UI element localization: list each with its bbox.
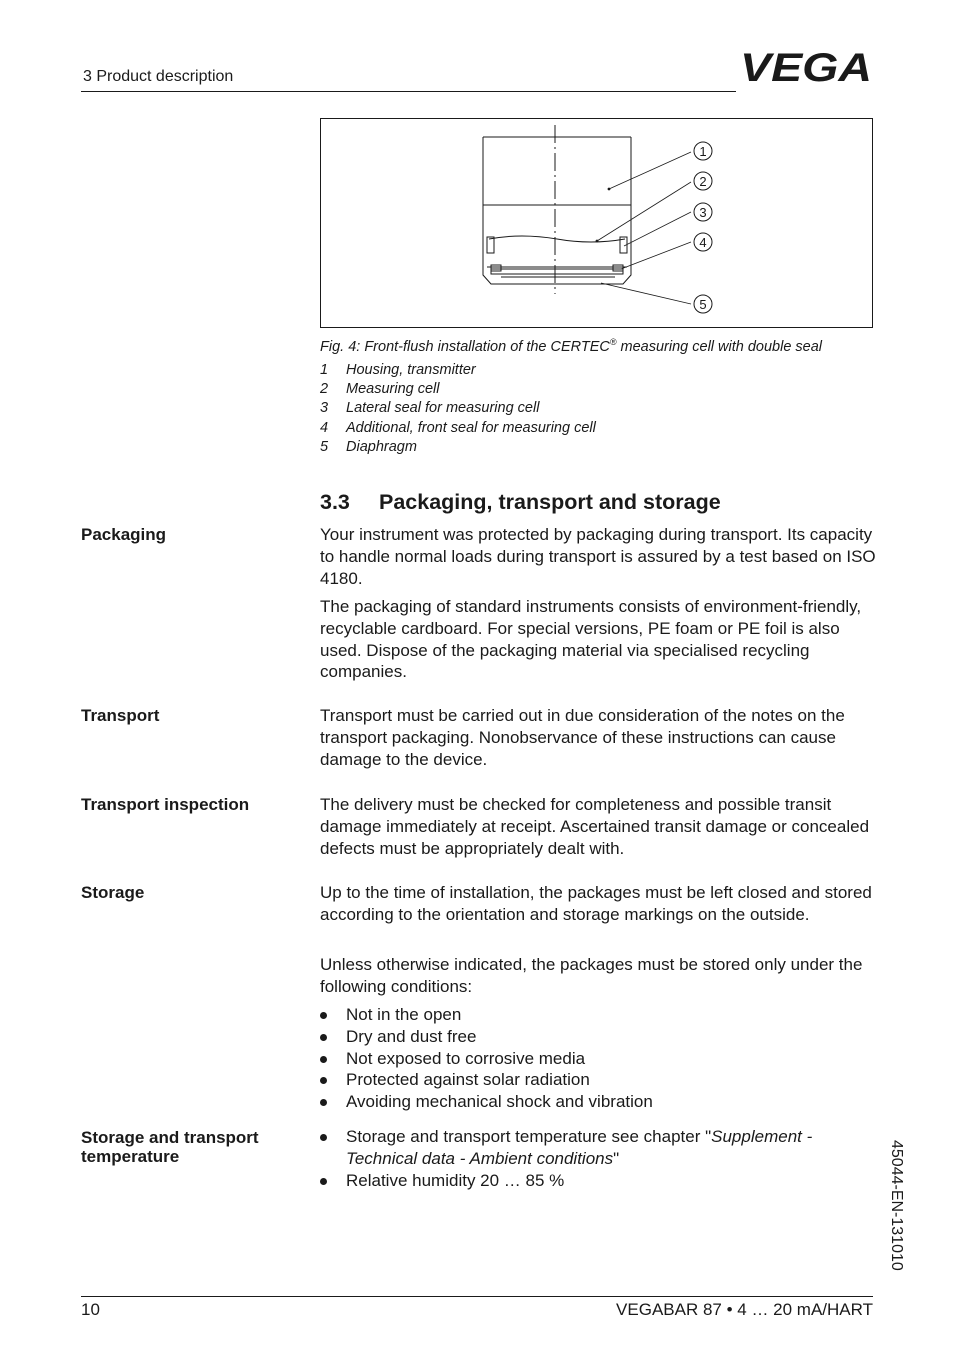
inspection-paragraph: The delivery must be checked for completeness and possible transit damage immediately at receipt. Ascertained transit damage or concealed defects must be appropriately dealt with. xyxy=(320,795,870,858)
list-item: Avoiding mechanical shock and vibration xyxy=(320,1091,653,1113)
figure-frame xyxy=(320,118,873,328)
inspection-label: Transport inspection xyxy=(81,795,250,814)
temperature-label: Storage and transport temperature xyxy=(81,1128,259,1166)
svg-text:VEGA: VEGA xyxy=(740,50,872,84)
figure-caption: Fig. 4: Front-flush installation of the CERTEC® measuring cell with double seal xyxy=(320,337,823,355)
legend-item: 3 Lateral seal for measuring cell xyxy=(320,400,540,417)
transport-label: Transport xyxy=(81,706,160,725)
transport-paragraph: Transport must be carried out in due consideration of the notes on the transport packaging. Nonobservance of these instructions can cause damage to the device. xyxy=(320,706,845,769)
section-heading: 3.3 Packaging, transport and storage xyxy=(320,490,721,514)
packaging-paragraph-1: Your instrument was protected by packaging during transport. Its capacity to handle normal loads during transport is assured by a test based on ISO 4180. xyxy=(320,525,876,588)
figure-legend xyxy=(320,361,596,457)
list-item: Dry and dust free xyxy=(320,1026,653,1048)
legend-item: 4 Additional, front seal for measuring cell xyxy=(320,419,596,436)
header-rule xyxy=(81,91,736,92)
callout-3: 3 xyxy=(699,205,707,220)
legend-item: 2 Measuring cell xyxy=(320,381,440,398)
storage-paragraph-1: Up to the time of installation, the packages must be left closed and stored according to the orientation and storage markings on the outside. xyxy=(320,883,872,924)
footer-rule xyxy=(81,1296,873,1297)
list-item: Not exposed to corrosive media xyxy=(320,1048,653,1070)
callout-5: 5 xyxy=(699,297,707,312)
list-item: Relative humidity 20 … 85 % xyxy=(320,1170,860,1192)
list-item: Protected against solar radiation xyxy=(320,1069,653,1091)
document-code: 45044-EN-131010 xyxy=(888,1140,905,1271)
packaging-label: Packaging xyxy=(81,525,167,544)
storage-paragraph-2: Unless otherwise indicated, the packages must be stored only under the following conditions: xyxy=(320,955,863,996)
temperature-list xyxy=(320,1126,860,1191)
page-number: 10 xyxy=(81,1300,100,1319)
list-item: Not in the open xyxy=(320,1004,653,1026)
callout-1: 1 xyxy=(699,144,707,159)
callout-4: 4 xyxy=(699,235,707,250)
measuring-cell-drawing xyxy=(321,119,871,326)
vega-logo xyxy=(740,50,873,84)
legend-item: 1 Housing, transmitter xyxy=(320,362,476,378)
storage-label: Storage xyxy=(81,883,145,902)
packaging-paragraph-2: The packaging of standard instruments consists of environment-friendly, recyclable cardboard. For special versions, PE foam or PE foil is also used. Dispose of the packaging material via specialised recycling companies. xyxy=(320,597,862,682)
header-section-label: 3 Product description xyxy=(83,68,234,85)
storage-conditions-list xyxy=(320,1004,653,1113)
callout-2: 2 xyxy=(699,174,707,189)
list-item: Storage and transport temperature see chapter "Supplement - Technical data - Ambient conditions" xyxy=(320,1126,860,1170)
document-title: VEGABAR 87 • 4 … 20 mA/HART xyxy=(616,1300,873,1319)
legend-item: 5 Diaphragm xyxy=(320,438,417,455)
